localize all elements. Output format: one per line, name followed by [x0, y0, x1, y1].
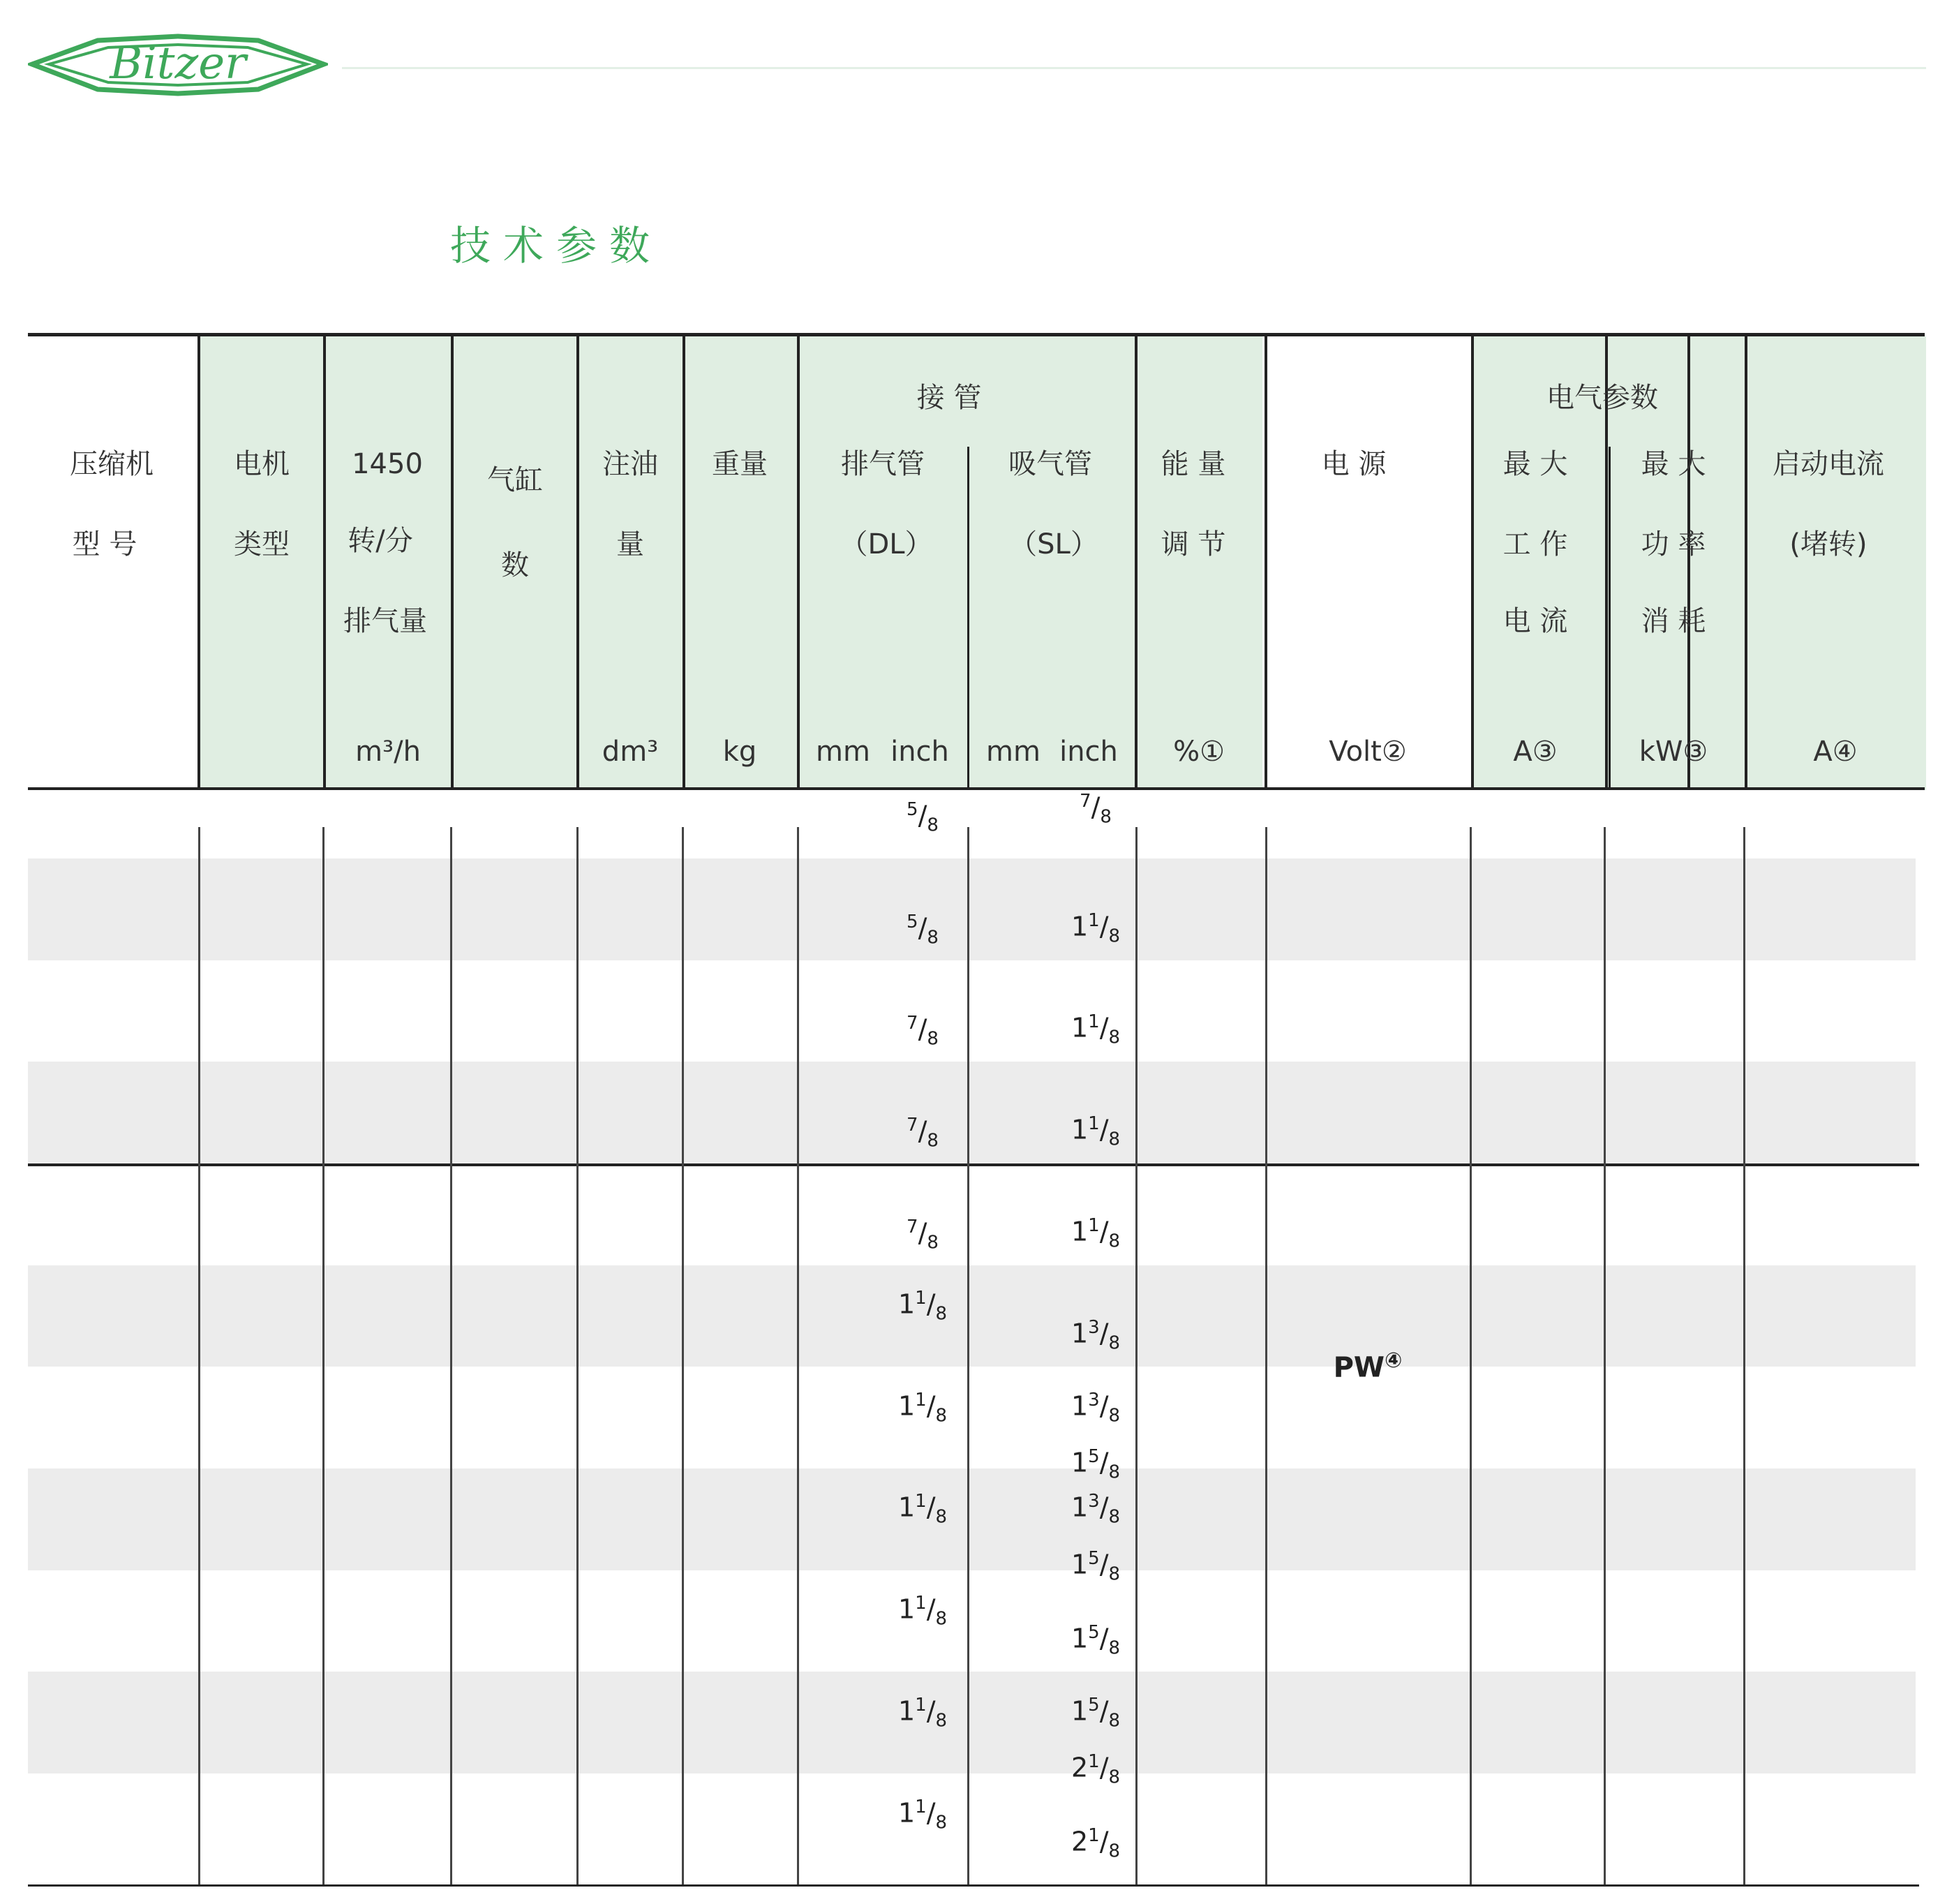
header-column-divider [1135, 336, 1138, 790]
dl-inch-cell: $^5/_8$ [907, 799, 939, 836]
column-divider [1135, 827, 1138, 1884]
sl-inch-cell: $2^1/_8$ [1071, 1751, 1121, 1788]
sl-inch-cell: $^7/_8$ [1080, 791, 1112, 828]
header-text: kW③ [1639, 736, 1708, 768]
inch-numerator: 5 [1088, 1547, 1100, 1569]
header-text: 功 率 [1641, 528, 1706, 560]
header-column-divider [967, 447, 969, 790]
inch-numerator: 3 [1088, 1389, 1100, 1411]
header-text: 工 作 [1502, 528, 1568, 560]
inch-numerator: 3 [1088, 1316, 1100, 1338]
page-title: 技术参数 [450, 222, 663, 269]
inch-numerator: 1 [1088, 1825, 1100, 1846]
header-text: %① [1173, 736, 1225, 768]
dl-inch-cell: $1^1/_8$ [897, 1491, 948, 1528]
header-text: 排气管 [841, 448, 925, 480]
sl-inch-cell: $1^5/_8$ [1071, 1547, 1121, 1585]
column-divider [198, 827, 200, 1884]
header-text: 1450 [352, 448, 423, 480]
inch-denominator: 8 [935, 1608, 948, 1630]
header-text: 最 大 [1502, 448, 1568, 480]
inch-whole: 2 [1071, 1752, 1089, 1783]
header-text: 吸气管 [1008, 448, 1092, 480]
header-text: 数 [501, 549, 529, 581]
column-divider [1470, 827, 1472, 1884]
inch-denominator: 8 [927, 1028, 939, 1050]
table-top-rule [28, 333, 1925, 336]
sl-inch-cell: $1^3/_8$ [1071, 1316, 1121, 1353]
header-text: 接 管 [916, 382, 982, 414]
inch-whole: 1 [897, 1695, 916, 1727]
column-divider [322, 827, 325, 1884]
inch-denominator: 8 [927, 926, 939, 948]
header-text: 调 节 [1161, 528, 1226, 560]
header-text: 电 流 [1502, 605, 1568, 637]
sl-inch-cell: $1^5/_8$ [1071, 1446, 1121, 1483]
inch-numerator: 1 [915, 1491, 927, 1512]
inch-whole: 1 [1071, 1390, 1089, 1422]
inch-whole: 1 [897, 1593, 916, 1625]
inch-numerator: 5 [1088, 1446, 1100, 1468]
header-text: 重量 [712, 448, 768, 480]
header-column-divider [451, 336, 454, 790]
sl-inch-cell: $1^1/_8$ [1071, 909, 1121, 946]
inch-whole: 1 [1071, 911, 1089, 942]
header-text: mm [986, 736, 1041, 768]
inch-whole: 1 [1071, 1492, 1089, 1524]
header-text: 电气参数 [1546, 382, 1658, 414]
dl-inch-cell: $1^1/_8$ [897, 1288, 948, 1325]
inch-denominator: 8 [935, 1405, 948, 1427]
dl-inch-cell: $^7/_8$ [907, 1216, 939, 1254]
inch-numerator: 1 [1088, 909, 1100, 931]
header-column-divider [1745, 336, 1747, 790]
inch-numerator: 3 [1088, 1491, 1100, 1512]
inch-whole: 1 [1071, 1623, 1089, 1654]
row-band [28, 1672, 1916, 1773]
header-text: 注油 [602, 448, 658, 480]
header-text: 能 量 [1161, 448, 1226, 480]
inch-numerator: 5 [907, 911, 918, 932]
header-text: 启动电流 [1773, 448, 1884, 480]
header-column-divider [1687, 336, 1690, 790]
inch-numerator: 1 [915, 1288, 927, 1309]
inch-whole: 1 [897, 1797, 916, 1829]
header-text: 消 耗 [1641, 605, 1706, 637]
inch-numerator: 7 [907, 1115, 918, 1136]
dl-inch-cell: $^7/_8$ [907, 1013, 939, 1050]
header-column-divider [197, 336, 200, 790]
header-text: A③ [1513, 736, 1558, 768]
header-power-column [1262, 336, 1473, 790]
inch-denominator: 8 [935, 1303, 948, 1325]
inch-numerator: 7 [1080, 791, 1091, 812]
inch-numerator: 1 [915, 1796, 927, 1817]
header-text: mm [816, 736, 870, 768]
inch-numerator: 1 [1088, 1011, 1100, 1033]
header-text: A④ [1813, 736, 1858, 768]
header-text: kg [722, 736, 757, 768]
row-band [28, 1062, 1916, 1163]
inch-whole: 1 [1071, 1216, 1089, 1247]
pw-label: PW [1333, 1351, 1385, 1384]
inch-denominator: 8 [1108, 1332, 1121, 1353]
header-text: 电机 [234, 448, 290, 480]
inch-denominator: 8 [927, 1232, 939, 1254]
inch-denominator: 8 [935, 1710, 948, 1732]
sl-inch-cell: $1^1/_8$ [1071, 1113, 1121, 1150]
table-bottom-rule [28, 1884, 1919, 1887]
row-band [28, 1265, 1916, 1367]
inch-denominator: 8 [935, 1811, 948, 1833]
inch-denominator: 8 [1108, 1506, 1121, 1528]
sl-inch-cell: $1^3/_8$ [1071, 1491, 1121, 1528]
inch-denominator: 8 [1108, 1230, 1121, 1252]
inch-whole: 1 [1071, 1695, 1089, 1727]
inch-denominator: 8 [1108, 1637, 1121, 1658]
pw-note: ④ [1385, 1348, 1403, 1373]
header-text: 排气量 [343, 605, 427, 637]
inch-numerator: 1 [915, 1593, 927, 1614]
header-text: 转/分 [348, 525, 413, 557]
header-text: inch [890, 736, 949, 768]
inch-whole: 2 [1071, 1826, 1089, 1857]
sl-inch-cell: $1^1/_8$ [1071, 1011, 1121, 1048]
header-column-divider [1609, 447, 1611, 790]
inch-denominator: 8 [927, 815, 939, 836]
sl-inch-cell: $1^3/_8$ [1071, 1389, 1121, 1427]
header-column-divider [683, 336, 685, 790]
column-divider [450, 827, 452, 1884]
inch-denominator: 8 [1108, 1027, 1121, 1048]
sl-inch-cell: $2^1/_8$ [1071, 1825, 1121, 1862]
inch-denominator: 8 [1100, 806, 1112, 828]
power-pw-cell [1333, 1348, 1403, 1384]
header-text: 压缩机 [70, 448, 154, 480]
column-divider [967, 827, 969, 1884]
column-divider [576, 827, 579, 1884]
header-text: （DL） [840, 528, 933, 560]
header-text: dm³ [602, 736, 659, 768]
inch-denominator: 8 [927, 1130, 939, 1152]
inch-whole: 1 [1071, 1013, 1089, 1044]
inch-denominator: 8 [1108, 1405, 1121, 1427]
header-text: Volt② [1329, 736, 1407, 768]
header-text: inch [1059, 736, 1118, 768]
header-text: （SL） [1009, 528, 1098, 560]
column-divider [797, 827, 799, 1884]
inch-numerator: 5 [907, 799, 918, 820]
inch-whole: 1 [897, 1390, 916, 1422]
svg-text:Bitzer: Bitzer [110, 38, 246, 89]
dl-inch-cell: $^5/_8$ [907, 911, 939, 948]
inch-numerator: 1 [1088, 1113, 1100, 1135]
header-text: 电 源 [1321, 448, 1387, 480]
inch-numerator: 7 [907, 1216, 918, 1237]
inch-whole: 1 [1071, 1318, 1089, 1349]
header-column-divider [576, 336, 579, 790]
sl-inch-cell: $1^1/_8$ [1071, 1214, 1121, 1252]
inch-whole: 1 [1071, 1549, 1089, 1580]
column-divider [1265, 827, 1267, 1884]
row-band [28, 858, 1916, 960]
header-text: 量 [616, 528, 644, 560]
inch-denominator: 8 [935, 1506, 948, 1528]
inch-numerator: 1 [915, 1389, 927, 1411]
column-divider [1743, 827, 1745, 1884]
inch-numerator: 5 [1088, 1694, 1100, 1716]
header-rule [342, 67, 1926, 69]
header-column-divider [1471, 336, 1474, 790]
inch-whole: 1 [897, 1288, 916, 1320]
inch-numerator: 1 [1088, 1214, 1100, 1236]
inch-denominator: 8 [1108, 1462, 1121, 1483]
inch-numerator: 1 [915, 1694, 927, 1716]
header-text: 最 大 [1641, 448, 1706, 480]
dl-inch-cell: $1^1/_8$ [897, 1389, 948, 1427]
dl-inch-cell: $1^1/_8$ [897, 1796, 948, 1833]
column-divider [1604, 827, 1606, 1884]
header-column-divider [323, 336, 326, 790]
inch-whole: 1 [1071, 1447, 1089, 1478]
inch-denominator: 8 [1108, 1767, 1121, 1788]
header-text: m³/h [355, 736, 421, 768]
bitzer-logo [28, 21, 328, 112]
header-background [199, 336, 1926, 790]
header-text: 型 号 [72, 528, 137, 560]
header-column-divider [797, 336, 800, 790]
inch-numerator: 1 [1088, 1751, 1100, 1773]
inch-numerator: 5 [1088, 1621, 1100, 1643]
inch-denominator: 8 [1108, 1710, 1121, 1732]
dl-inch-cell: $^7/_8$ [907, 1115, 939, 1152]
inch-denominator: 8 [1108, 925, 1121, 946]
inch-denominator: 8 [1108, 1840, 1121, 1862]
dl-inch-cell: $1^1/_8$ [897, 1694, 948, 1732]
sl-inch-cell: $1^5/_8$ [1071, 1694, 1121, 1732]
inch-numerator: 7 [907, 1013, 918, 1034]
inch-whole: 1 [897, 1492, 916, 1524]
inch-denominator: 8 [1108, 1563, 1121, 1585]
inch-denominator: 8 [1108, 1129, 1121, 1150]
group-separator [28, 1163, 1919, 1166]
header-text: (堵转) [1789, 528, 1867, 560]
header-column-divider [1265, 336, 1267, 790]
header-bottom-rule [28, 787, 1925, 790]
header-text: 气缸 [487, 464, 543, 496]
inch-whole: 1 [1071, 1114, 1089, 1145]
header-text: 类型 [234, 528, 290, 560]
row-band [28, 1468, 1916, 1570]
sl-inch-cell: $1^5/_8$ [1071, 1621, 1121, 1658]
dl-inch-cell: $1^1/_8$ [897, 1593, 948, 1630]
column-divider [682, 827, 684, 1884]
